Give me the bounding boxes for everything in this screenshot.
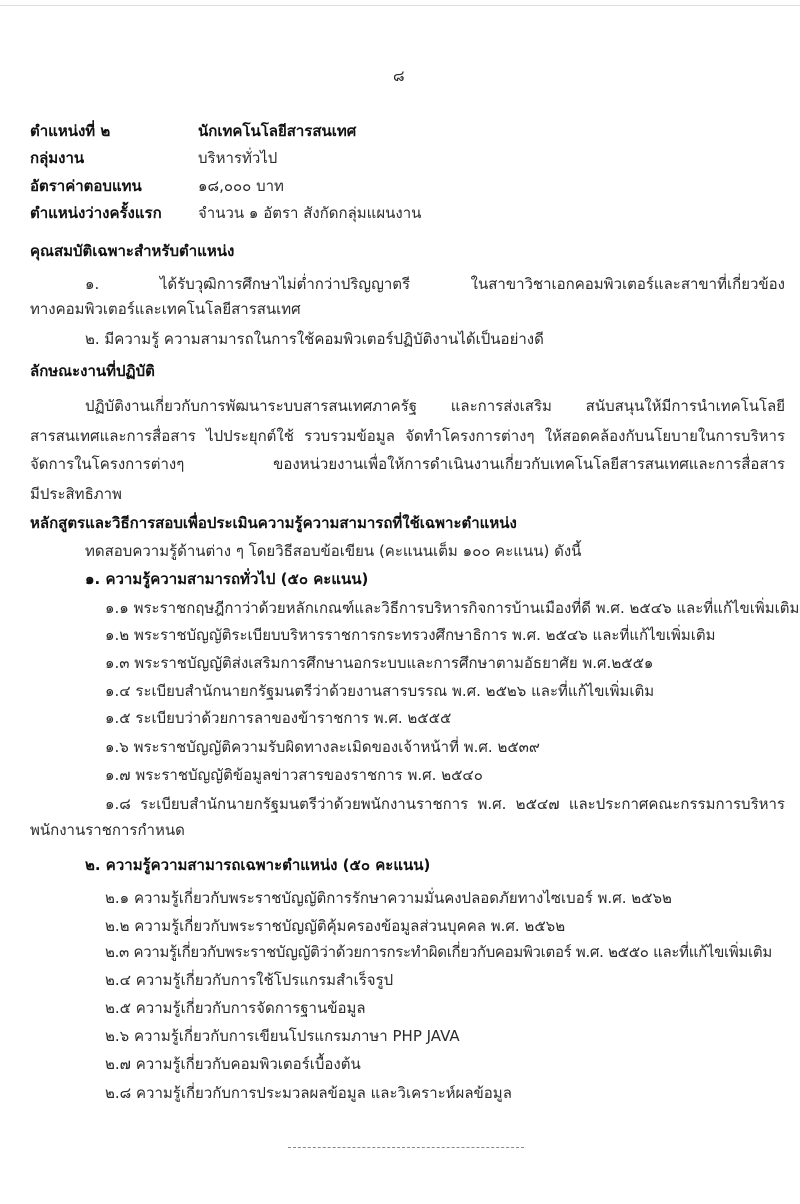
- qualification-item-1: ๑. ได้รับวุฒิการศึกษาไม่ต่ำกว่าปริญญาตรี ในสาขาวิชาเอกคอมพิวเตอร์และสาขาที่เกี่ยวข้อง: [85, 275, 785, 293]
- salary-label: อัตราค่าตอบแทน: [30, 177, 142, 195]
- part2-item: ๒.๗ ความรู้เกี่ยวกับคอมพิวเตอร์เบื้องต้น: [105, 1055, 361, 1073]
- part2-item: ๒.๑ ความรู้เกี่ยวกับพระราชบัญญัติการรักษาความมั่นคงปลอดภัยทางไซเบอร์ พ.ศ. ๒๕๖๒: [105, 889, 672, 907]
- part1-heading: ๑. ความรู้ความสามารถทั่วไป (๕๐ คะแนน): [85, 570, 369, 588]
- exam-heading: หลักสูตรและวิธีการสอบเพื่อประเมินความรู้ความสามารถที่ใช้เฉพาะตำแหน่ง: [30, 514, 517, 532]
- part1-item: ๑.๖ พระราชบัญญัติความรับผิดทางละเมิดของเจ้าหน้าที่ พ.ศ. ๒๕๓๙: [105, 738, 540, 756]
- part2-item: ๒.๕ ความรู้เกี่ยวกับการจัดการฐานข้อมูล: [105, 999, 366, 1017]
- part1-item: ๑.๒ พระราชบัญญัติระเบียบบริหารราชการกระทรวงศึกษาธิการ พ.ศ. ๒๕๔๖ และที่แก้ไขเพิ่มเติม: [105, 626, 716, 644]
- duties-heading: ลักษณะงานที่ปฏิบัติ: [30, 362, 155, 380]
- part1-item-cont: พนักงานราชการกำหนด: [30, 821, 185, 839]
- part1-item: ๑.๑ พระราชกฤษฎีกาว่าด้วยหลักเกณฑ์และวิธีการบริหารกิจการบ้านเมืองที่ดี พ.ศ. ๒๕๔๖ และที่แก้ไขเพิ่มเติม: [105, 599, 800, 617]
- salary-value: ๑๘,๐๐๐ บาท: [198, 177, 284, 195]
- part2-item: ๒.๓ ความรู้เกี่ยวกับพระราชบัญญัติว่าด้วยการกระทำผิดเกี่ยวกับคอมพิวเตอร์ พ.ศ. ๒๕๕๐ และที่แก้ไขเพิ่มเติม: [105, 943, 772, 961]
- qualification-item-2: ๒. มีความรู้ ความสามารถในการใช้คอมพิวเตอร์ปฏิบัติงานได้เป็นอย่างดี: [85, 330, 544, 348]
- group-value: บริหารทั่วไป: [198, 149, 278, 167]
- page-top-border: [0, 5, 800, 6]
- part2-item: ๒.๘ ความรู้เกี่ยวกับการประมวลผลข้อมูล และวิเคราะห์ผลข้อมูล: [105, 1084, 512, 1102]
- qualification-item-1-cont: ทางคอมพิวเตอร์และเทคโนโลยีสารสนเทศ: [30, 300, 301, 318]
- part1-item: ๑.๗ พระราชบัญญัติข้อมูลข่าวสารของราชการ พ.ศ. ๒๕๔๐: [105, 766, 483, 784]
- position-label: ตำแหน่งที่ ๒: [30, 122, 111, 140]
- part2-heading: ๒. ความรู้ความสามารถเฉพาะตำแหน่ง (๕๐ คะแนน): [85, 856, 431, 874]
- position-value: นักเทคโนโลยีสารสนเทศ: [198, 122, 357, 140]
- part1-item: ๑.๔ ระเบียบสำนักนายกรัฐมนตรีว่าด้วยงานสารบรรณ พ.ศ. ๒๕๒๖ และที่แก้ไขเพิ่มเติม: [105, 682, 655, 700]
- part2-item: ๒.๒ ความรู้เกี่ยวกับพระราชบัญญัติคุ้มครองข้อมูลส่วนบุคคล พ.ศ. ๒๕๖๒: [105, 917, 566, 935]
- part1-item: ๑.๓ พระราชบัญญัติส่งเสริมการศึกษานอกระบบและการศึกษาตามอัธยาศัย พ.ศ.๒๕๕๑: [105, 654, 654, 672]
- vacancy-label: ตำแหน่งว่างครั้งแรก: [30, 204, 162, 222]
- vacancy-value: จำนวน ๑ อัตรา สังกัดกลุ่มแผนงาน: [198, 204, 422, 222]
- group-label: กลุ่มงาน: [30, 149, 85, 167]
- page-number: ๘: [393, 67, 405, 85]
- end-divider: [288, 1147, 524, 1148]
- part2-item: ๒.๔ ความรู้เกี่ยวกับการใช้โปรแกรมสำเร็จรูป: [105, 971, 394, 989]
- qualifications-heading: คุณสมบัติเฉพาะสำหรับตำแหน่ง: [30, 242, 235, 260]
- duties-line: จัดการในโครงการต่างๆ ของหน่วยงานเพื่อให้การดำเนินงานเกี่ยวกับเทคโนโลยีสารสนเทศและการสื่อสาร: [30, 455, 785, 473]
- duties-line: ปฏิบัติงานเกี่ยวกับการพัฒนาระบบสารสนเทศภาครัฐ และการส่งเสริม สนับสนุนให้มีการนำเทคโนโลยี: [85, 397, 785, 415]
- part1-item: ๑.๘ ระเบียบสำนักนายกรัฐมนตรีว่าด้วยพนักงานราชการ พ.ศ. ๒๕๔๗ และประกาศคณะกรรมการบริหาร: [105, 795, 785, 813]
- exam-intro: ทดสอบความรู้ด้านต่าง ๆ โดยวิธีสอบข้อเขียน (คะแนนเต็ม ๑๐๐ คะแนน) ดังนี้: [85, 542, 582, 560]
- part1-item: ๑.๕ ระเบียบว่าด้วยการลาของข้าราชการ พ.ศ. ๒๕๕๕: [105, 709, 452, 727]
- duties-line: สารสนเทศและการสื่อสาร ไปประยุกต์ใช้ รวบรวมข้อมูล จัดทำโครงการต่างๆ ให้สอดคล้องกับนโยบายในการบริหาร: [30, 427, 785, 445]
- part2-item: ๒.๖ ความรู้เกี่ยวกับการเขียนโปรแกรมภาษา PHP JAVA: [105, 1027, 460, 1045]
- duties-line: มีประสิทธิภาพ: [30, 485, 122, 503]
